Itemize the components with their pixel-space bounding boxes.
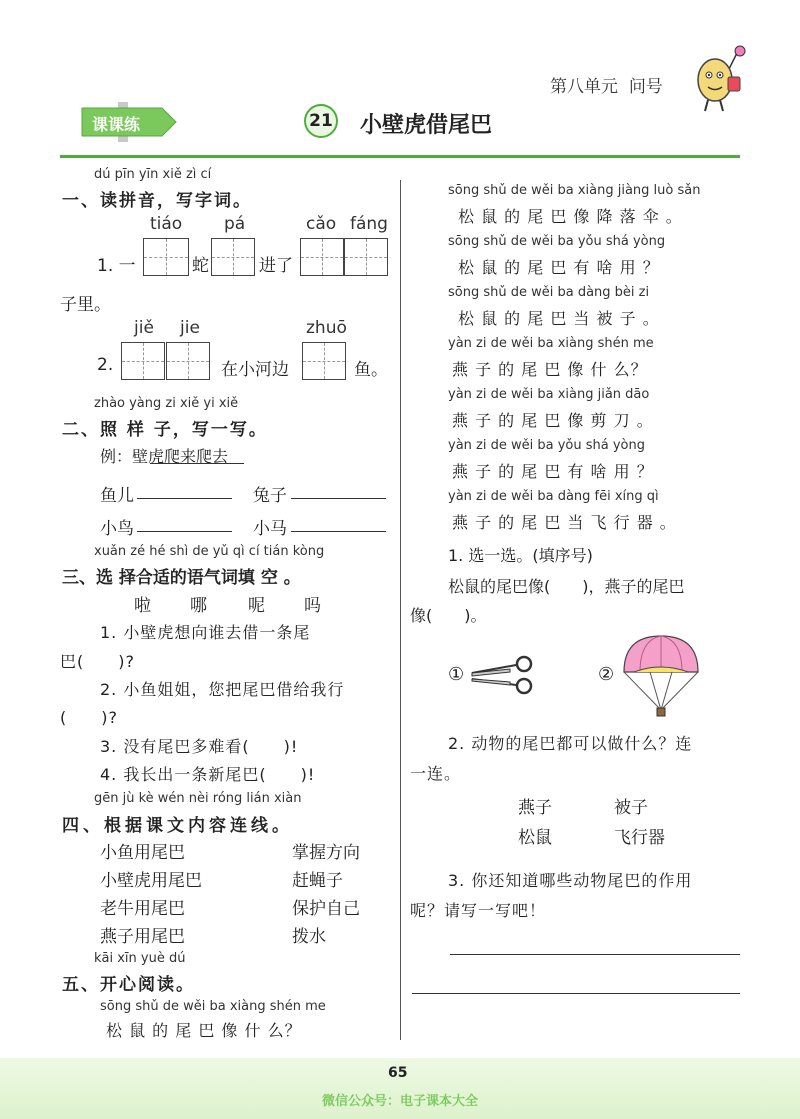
write-box[interactable] xyxy=(143,238,189,276)
q1-text-2: 进了 xyxy=(259,256,293,276)
q1-text-3: 子里。 xyxy=(60,295,111,315)
sec5-pinyin: kāi xīn yuè dú xyxy=(94,951,186,966)
sec4-right-2[interactable]: 赶蝇子 xyxy=(292,871,343,891)
sec3-q4: 4. 我长出一条新尾巴( )! xyxy=(100,765,316,784)
poem-pinyin-4: sōng shǔ de wěi ba dàng bèi zi xyxy=(448,285,650,300)
parachute-icon[interactable] xyxy=(620,632,702,720)
sec2-item-4: 小马 xyxy=(253,519,287,539)
poem-pinyin-8: yàn zi de wěi ba dàng fēi xíng qì xyxy=(448,489,659,504)
q2-text-2: 鱼。 xyxy=(354,360,388,380)
sec5-q2-line2: 一连。 xyxy=(410,764,462,783)
sec2-item-2: 兔子 xyxy=(253,486,287,506)
sec4-right-4[interactable]: 拨水 xyxy=(292,927,326,947)
poem-pinyin-5: yàn zi de wěi ba xiàng shén me xyxy=(448,336,654,351)
sec3-word-1: 啦 xyxy=(134,596,151,616)
q1-pinyin-4: fáng xyxy=(350,214,388,234)
poem-line-1: 松 鼠 的 尾 巴 像 什 么？ xyxy=(106,1021,302,1040)
sec3-q3: 3. 没有尾巴多难看( )! xyxy=(100,737,299,756)
answer-line[interactable] xyxy=(412,992,740,994)
q2-pinyin-3: zhuō xyxy=(306,318,347,338)
write-box[interactable] xyxy=(300,238,344,276)
sec5-title: 五、开心阅读。 xyxy=(62,975,195,995)
sec2-item-1: 鱼儿 xyxy=(100,486,134,506)
sec5-q2-right-1[interactable]: 被子 xyxy=(614,798,648,818)
badge-label: 课课练 xyxy=(92,115,141,134)
answer-line[interactable] xyxy=(291,530,386,532)
q2-number: 2. xyxy=(97,355,114,375)
sec3-pinyin: xuǎn zé hé shì de yǔ qì cí tián kòng xyxy=(94,544,325,559)
poem-pinyin-1: sōng shǔ de wěi ba xiàng shén me xyxy=(100,999,326,1014)
column-divider xyxy=(400,180,402,1040)
unit-label xyxy=(550,72,663,97)
lesson-title: 小壁虎借尾巴 xyxy=(360,113,493,138)
example-underline xyxy=(150,462,244,464)
unit-topic: 问号 xyxy=(628,77,663,97)
scissors-icon[interactable] xyxy=(470,655,540,697)
sec5-q1-line2: 像( )。 xyxy=(410,606,487,625)
option-1-label: ① xyxy=(448,664,465,685)
header-rule xyxy=(60,155,740,158)
poem-pinyin-3: sōng shǔ de wěi ba yǒu shá yòng xyxy=(448,234,666,249)
mascot-icon xyxy=(690,45,750,115)
q2-pinyin-1: jiě xyxy=(134,318,154,338)
page-number: 65 xyxy=(388,1065,408,1081)
sec5-q2-left-1[interactable]: 燕子 xyxy=(518,798,552,818)
sec3-q2a: 2. 小鱼姐姐，您把尾巴借给我行 xyxy=(100,680,345,699)
sec5-q2-line1: 2. 动物的尾巴都可以做什么？连 xyxy=(448,734,693,753)
sec5-q3-line1: 3. 你还知道哪些动物尾巴的作用 xyxy=(448,871,693,890)
q1-number: 1. 一 xyxy=(97,256,136,276)
sec4-title: 四、根据课文内容连线。 xyxy=(62,816,293,836)
sec4-right-1[interactable]: 掌握方向 xyxy=(292,843,360,863)
sec4-left-2[interactable]: 小壁虎用尾巴 xyxy=(100,871,202,891)
sec4-right-3[interactable]: 保护自己 xyxy=(292,899,360,919)
sec5-q1-title: 1. 选一选。(填序号) xyxy=(448,546,593,565)
poem-pinyin-7: yàn zi de wěi ba yǒu shá yòng xyxy=(448,438,645,453)
poem-line-4: 松 鼠 的 尾 巴 当 被 子 。 xyxy=(458,309,660,328)
answer-line[interactable] xyxy=(137,530,232,532)
sec5-q3-line2: 呢？请写一写吧！ xyxy=(410,901,547,920)
sec2-title: 二、照 样 子，写一写。 xyxy=(62,420,268,440)
sec5-q1-line1: 松鼠的尾巴像( )，燕子的尾巴 xyxy=(448,577,685,596)
sec4-left-1[interactable]: 小鱼用尾巴 xyxy=(100,843,185,863)
sec4-left-3[interactable]: 老牛用尾巴 xyxy=(100,899,185,919)
write-box[interactable] xyxy=(166,342,210,380)
sec2-pinyin: zhào yàng zi xiě yi xiě xyxy=(94,396,239,411)
sec1-pinyin: dú pīn yīn xiě zì cí xyxy=(94,167,212,182)
sec4-left-4[interactable]: 燕子用尾巴 xyxy=(100,927,185,947)
poem-line-7: 燕 子 的 尾 巴 有 啥 用 ？ xyxy=(452,462,654,481)
unit-name: 第八单元 xyxy=(550,77,618,97)
answer-line[interactable] xyxy=(450,953,740,955)
poem-pinyin-2: sōng shǔ de wěi ba xiàng jiàng luò sǎn xyxy=(448,183,701,198)
sec5-q2-left-2[interactable]: 松鼠 xyxy=(518,828,552,848)
q2-text-1: 在小河边 xyxy=(221,360,289,380)
sec3-q1b: 巴( )? xyxy=(60,652,135,671)
sec3-q2b: ( )? xyxy=(60,708,118,727)
write-box[interactable] xyxy=(211,238,255,276)
footer-wechat: 微信公众号：电子课本大全 xyxy=(322,1094,479,1109)
poem-line-5: 燕 子 的 尾 巴 像 什 么？ xyxy=(452,360,648,379)
q2-pinyin-2: jie xyxy=(180,318,200,338)
poem-line-3: 松 鼠 的 尾 巴 有 啥 用 ？ xyxy=(458,258,660,277)
sec1-title: 一、读拼音，写字词。 xyxy=(62,191,252,211)
poem-line-6: 燕 子 的 尾 巴 像 剪 刀 。 xyxy=(452,411,654,430)
q1-pinyin-3: cǎo xyxy=(306,214,337,234)
sec3-word-3: 呢 xyxy=(248,596,265,616)
answer-line[interactable] xyxy=(291,497,386,499)
sec4-pinyin: gēn jù kè wén nèi róng lián xiàn xyxy=(94,791,302,806)
sec2-item-3: 小鸟 xyxy=(100,519,134,539)
sec3-word-2: 哪 xyxy=(190,596,207,616)
answer-line[interactable] xyxy=(137,497,232,499)
option-2-label: ② xyxy=(598,664,615,685)
poem-pinyin-6: yàn zi de wěi ba xiàng jiǎn dāo xyxy=(448,387,650,402)
q1-pinyin-2: pá xyxy=(224,214,246,234)
q1-text-1: 蛇 xyxy=(192,256,209,276)
sec3-word-4: 吗 xyxy=(304,596,321,616)
q1-pinyin-1: tiáo xyxy=(150,214,183,234)
write-box[interactable] xyxy=(344,238,388,276)
poem-line-2: 松 鼠 的 尾 巴 像 降 落 伞 。 xyxy=(458,207,683,226)
write-box[interactable] xyxy=(302,342,346,380)
lesson-number: 21 xyxy=(304,104,338,138)
sec5-q2-right-2[interactable]: 飞行器 xyxy=(614,828,665,848)
poem-line-8: 燕 子 的 尾 巴 当 飞 行 器 。 xyxy=(452,513,677,532)
sec3-q1a: 1. 小壁虎想向谁去借一条尾 xyxy=(100,623,311,642)
sec2-example: 例：壁虎爬来爬去 xyxy=(100,447,229,466)
write-box[interactable] xyxy=(121,342,165,380)
sec3-title: 三、选 择合适的语气词填 空 。 xyxy=(62,568,301,588)
